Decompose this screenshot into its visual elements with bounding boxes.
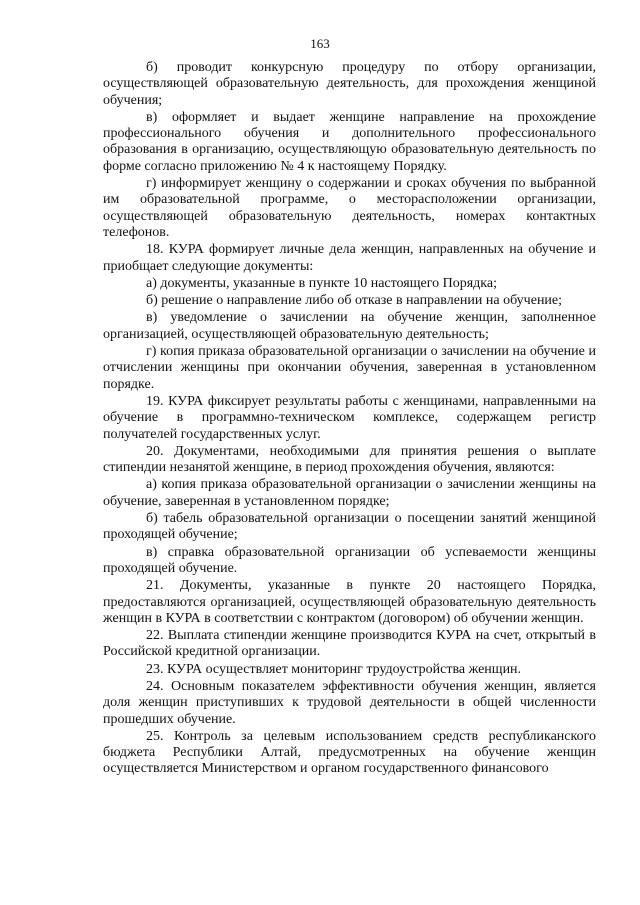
- paragraph-21: 21. Документы, указанные в пункте 20 настоящего Порядка, предоставляются организацией, осуществляющей образовательную деятельность женщин в КУРА в соответствии с контрактом (договором) об обучении женщин.: [103, 578, 596, 626]
- page-number: 163: [310, 36, 330, 51]
- paragraph-b-competition: б) проводит конкурсную процедуру по отбору организации, осуществляющей образовательную деятельность, для прохождения женщиной обучения;: [103, 60, 596, 108]
- paragraph-g-informs: г) информирует женщину о содержании и сроках обучения по выбранной им образовательной программе, о месторасположении организации, осуществляющей образовательную деятельность, номерах контактных телефонов.: [103, 176, 596, 240]
- paragraph-20: 20. Документами, необходимыми для принятия решения о выплате стипендии незанятой женщине, в период прохождения обучения, являются:: [103, 443, 596, 476]
- paragraph-20-b: б) табель образовательной организации о посещении занятий женщиной проходящей обучение;: [103, 511, 596, 543]
- paragraph-18-v: в) уведомление о зачислении на обучение женщин, заполненное организацией, осуществляющей образовательную деятельность;: [103, 310, 596, 342]
- paragraph-v-referral: в) оформляет и выдает женщине направление на прохождение профессионального обучения и дополнительного профессионального образования в организацию, осуществляющую образовательную деятельность по форме согласно приложению № 4 к настоящему Порядку.: [103, 109, 596, 174]
- paragraph-23: 23. КУРА осуществляет мониторинг трудоустройства женщин.: [146, 661, 522, 677]
- paragraph-22: 22. Выплата стипендии женщине производится КУРА на счет, открытый в Российской кредитной организации.: [103, 628, 596, 660]
- paragraph-20-a: а) копия приказа образовательной организации о зачислении женщины на обучение, заверенная в установленном порядке;: [103, 477, 596, 509]
- paragraph-18-b: б) решение о направление либо об отказе в направлении на обучение;: [146, 293, 563, 309]
- paragraph-18-a: а) документы, указанные в пункте 10 настоящего Порядка;: [146, 275, 497, 291]
- paragraph-25: 25. Контроль за целевым использованием средств республиканского бюджета Республики Алтай, предусмотренных на обучение женщин осуществляется Министерством и органом государственного финансового: [103, 728, 596, 777]
- paragraph-20-v: в) справка образовательной организации об успеваемости женщины проходящей обучение.: [103, 544, 596, 576]
- document-body: [103, 60, 596, 779]
- paragraph-19: 19. КУРА фиксирует результаты работы с женщинами, направленными на обучение в программно-техническом комплексе, содержащем регистр получателей государственных услуг.: [103, 393, 596, 442]
- paragraph-18: 18. КУРА формирует личные дела женщин, направленных на обучение и приобщает следующие документы:: [103, 242, 596, 274]
- paragraph-18-g: г) копия приказа образовательной организации о зачислении на обучение и отчислении женщины при окончании обучения, заверенная в установленном порядке.: [103, 344, 596, 392]
- paragraph-24: 24. Основным показателем эффективности обучения женщин, является доля женщин приступивших к трудовой деятельности в общей численности прошедших обучение.: [103, 678, 596, 727]
